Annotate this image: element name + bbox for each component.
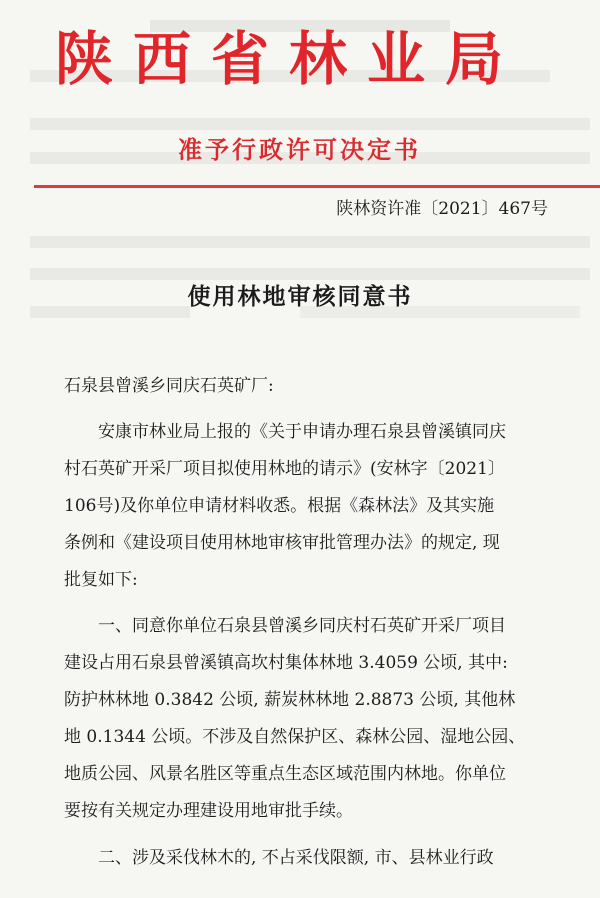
document-type: 准予行政许可决定书 bbox=[178, 136, 421, 164]
body-line: 建设占用石泉县曾溪镇高坎村集体林地 3.4059 公顷, 其中: bbox=[64, 653, 508, 673]
body-line: 条例和《建设项目使用林地审核审批管理办法》的规定, 现 bbox=[64, 533, 500, 553]
body-line: 106号)及你单位申请材料收悉。根据《森林法》及其实施 bbox=[64, 496, 495, 516]
body-line: 地 0.1344 公顷。不涉及自然保护区、森林公园、湿地公园、 bbox=[64, 727, 526, 747]
body-line: 要按有关规定办理建设用地审批手续。 bbox=[64, 801, 353, 821]
body-line: 地质公园、风景名胜区等重点生态区域范围内林地。你单位 bbox=[64, 764, 506, 784]
body-line: 批复如下: bbox=[64, 570, 138, 590]
body-line: 安康市林业局上报的《关于申请办理石泉县曾溪镇同庆 bbox=[98, 422, 506, 442]
addressee: 石泉县曾溪乡同庆石英矿厂: bbox=[64, 376, 274, 396]
document-title: 使用林地审核同意书 bbox=[187, 284, 413, 310]
organization-header: 陕西省林业局 bbox=[55, 25, 524, 93]
body-line: 村石英矿开采厂项目拟使用林地的请示》(安林字〔2021〕 bbox=[64, 459, 505, 479]
body-line: 防护林林地 0.3842 公顷, 薪炭林林地 2.8873 公顷, 其他林 bbox=[64, 690, 516, 710]
body-line: 二、涉及采伐林木的, 不占采伐限额, 市、县林业行政 bbox=[98, 848, 494, 868]
document-number: 陕林资许准〔2021〕467号 bbox=[336, 199, 548, 219]
body-line: 一、同意你单位石泉县曾溪乡同庆村石英矿开采厂项目 bbox=[98, 616, 506, 636]
red-divider-line bbox=[34, 185, 600, 188]
